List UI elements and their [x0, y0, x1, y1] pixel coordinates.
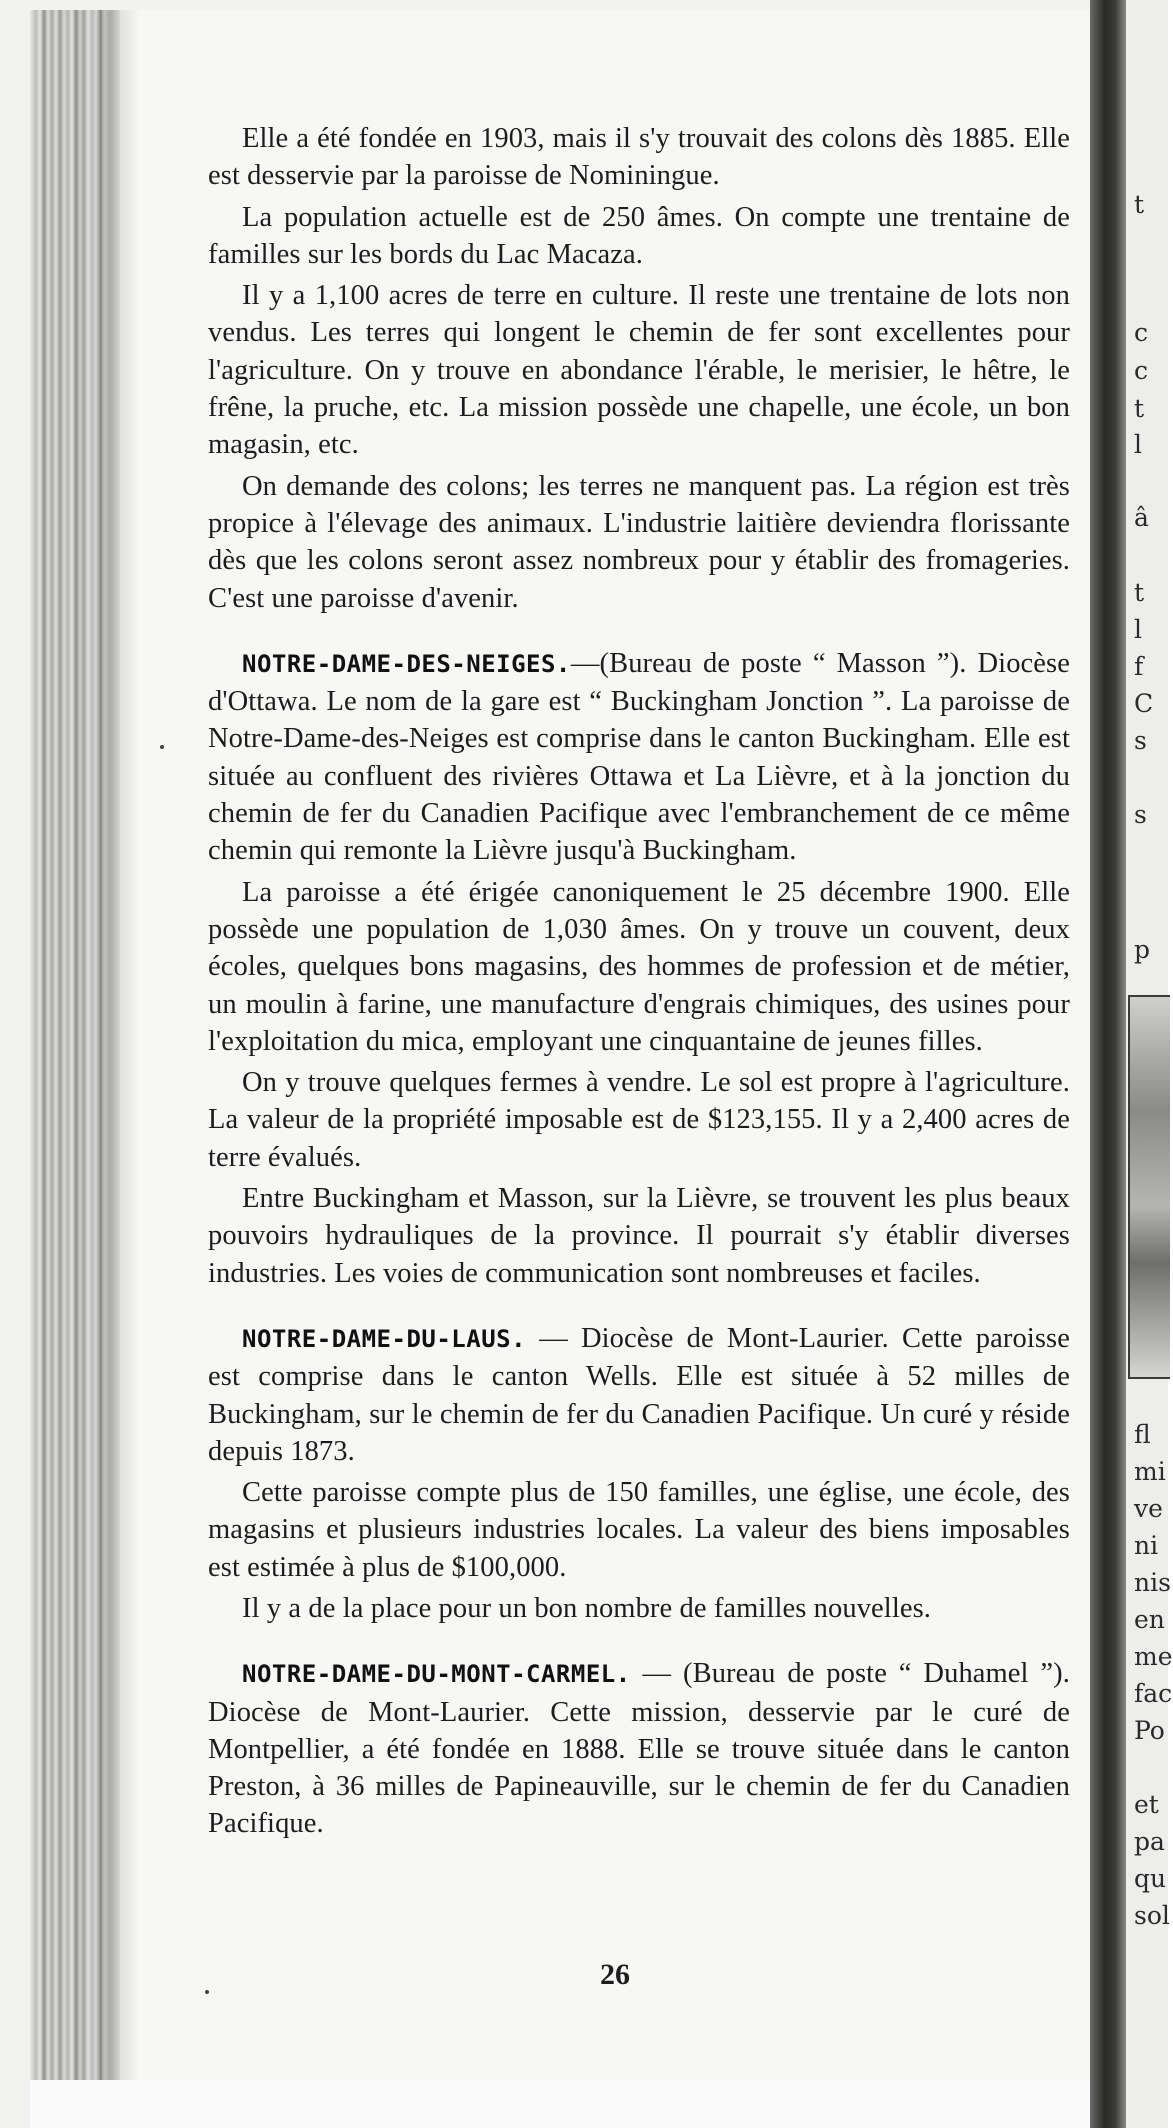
adjacent-fragment: me: [1134, 1642, 1173, 1671]
adjacent-fragment: t: [1134, 190, 1145, 219]
adjacent-photo: [1128, 995, 1170, 1379]
paragraph-text: Cette paroisse compte plus de 150 familles, une église, une école, des magasins et plusieurs industries locales. La valeur des biens imposables est estimée à plus de $100,000.: [208, 1477, 1070, 1583]
adjacent-fragment: C: [1134, 689, 1154, 718]
paragraph: [208, 120, 1070, 195]
adjacent-fragment: â: [1134, 503, 1149, 532]
adjacent-fragment: s: [1134, 726, 1147, 755]
paragraph-text: — Diocèse de Mont-Laurier. Cette paroisse est comprise dans le canton Wells. Elle est située à 52 milles de Buckingham, sur le chemin de fer du Canadien Pacifique. Un curé y réside depuis 1873.: [208, 1322, 1070, 1467]
paragraph: [208, 874, 1070, 1060]
paragraph-text: La paroisse a été érigée canoniquement le 25 décembre 1900. Elle possède une population de 1,030 âmes. On y trouve un couvent, deux écoles, quelques bons magasins, des hommes de profession et de métier, un moulin à farine, une manufacture d'engrais chimiques, des usines pour l'exploitation du mica, employant une cinquantaine de jeunes filles.: [208, 876, 1070, 1057]
paragraph: [208, 1180, 1070, 1292]
page-text: [208, 120, 1070, 1843]
adjacent-fragment: nis: [1134, 1568, 1171, 1597]
paragraph-text: Entre Buckingham et Masson, sur la Lièvre, se trouvent les plus beaux pouvoirs hydrauliques de la province. Il pourrait s'y établir diverses industries. Les voies de communication sont nombreuses et faciles.: [208, 1183, 1070, 1289]
paragraph: [208, 1474, 1070, 1586]
paragraph: [208, 277, 1070, 463]
adjacent-fragment: et: [1134, 1790, 1159, 1819]
paragraph-text: — (Bureau de poste “ Duhamel ”). Diocèse de Mont-Laurier. Cette mission, desservie par le curé de Montpellier, a été fondée en 1888. Elle se trouve située dans le canton Preston, à 36 milles de Papineauville, sur le chemin de fer du Canadien Pacifique.: [208, 1658, 1070, 1840]
paragraph-text: Elle a été fondée en 1903, mais il s'y trouvait des colons dès 1885. Elle est desservie par la paroisse de Nominingue.: [208, 123, 1070, 192]
section-heading: NOTRE-DAME-DES-NEIGES.: [242, 649, 571, 678]
adjacent-fragment: mi: [1134, 1457, 1166, 1486]
adjacent-fragment: ve: [1134, 1494, 1163, 1523]
adjacent-fragment: fl: [1134, 1420, 1151, 1449]
adjacent-fragment: t: [1134, 578, 1145, 607]
adjacent-fragment: c: [1134, 318, 1149, 347]
adjacent-fragment: pa: [1134, 1827, 1165, 1856]
paragraph-text: Il y a de la place pour un bon nombre de familles nouvelles.: [242, 1592, 931, 1624]
adjacent-fragment: c: [1134, 356, 1149, 385]
ink-speck: [205, 1990, 209, 1994]
page-number: 26: [600, 1958, 630, 1991]
paragraph: [208, 468, 1070, 617]
paragraph: [208, 199, 1070, 274]
section-notre-dame-du-laus: [208, 1320, 1070, 1470]
adjacent-fragment: t: [1134, 394, 1145, 423]
section-notre-dame-du-mont-carmel: [208, 1655, 1070, 1842]
section-heading: NOTRE-DAME-DU-LAUS.: [242, 1324, 527, 1353]
adjacent-fragment: s: [1134, 800, 1147, 829]
page-divider: [1090, 0, 1126, 2128]
paragraph-text: On demande des colons; les terres ne manquent pas. La région est très propice à l'élevage des animaux. L'industrie laitière deviendra florissante dès que les colons seront assez nombreux pour y établir des fromageries. C'est une paroisse d'avenir.: [208, 470, 1070, 614]
adjacent-fragment: Po: [1134, 1716, 1165, 1745]
section-notre-dame-des-neiges: [208, 645, 1070, 870]
adjacent-fragment: sol: [1134, 1901, 1170, 1930]
adjacent-fragment: p: [1134, 935, 1151, 964]
paragraph: [208, 1064, 1070, 1176]
paragraph: [208, 1590, 1070, 1627]
adjacent-fragment: qu: [1134, 1864, 1167, 1893]
adjacent-page-edge: [1126, 0, 1173, 2128]
adjacent-fragment: l: [1134, 430, 1142, 459]
ink-speck: [160, 745, 164, 749]
adjacent-fragment: ni: [1134, 1531, 1159, 1560]
paragraph-text: Il y a 1,100 acres de terre en culture. Il reste une trentaine de lots non vendus. Les terres qui longent le chemin de fer sont excellentes pour l'agriculture. On y trouve en abondance l'érable, le merisier, le hêtre, le frêne, la pruche, etc. La mission possède une chapelle, une école, un bon magasin, etc.: [208, 280, 1070, 461]
adjacent-fragment: fac: [1134, 1679, 1173, 1708]
adjacent-fragment: f: [1134, 652, 1144, 681]
adjacent-fragment: l: [1134, 615, 1142, 644]
paragraph-text: La population actuelle est de 250 âmes. On compte une trentaine de familles sur les bords du Lac Macaza.: [208, 201, 1070, 270]
page-bottom-margin: [30, 2080, 1090, 2128]
paragraph-text: On y trouve quelques fermes à vendre. Le sol est propre à l'agriculture. La valeur de la propriété imposable est de $123,155. Il y a 2,400 acres de terre évalués.: [208, 1067, 1070, 1173]
adjacent-fragment: en: [1134, 1605, 1165, 1634]
gutter-shadow: [100, 10, 140, 2080]
paragraph-text: —(Bureau de poste “ Masson ”). Diocèse d'Ottawa. Le nom de la gare est “ Buckingham Jonction ”. La paroisse de Notre-Dame-des-Neiges est comprise dans le canton Buckingham. Elle est située au confluent des rivières Ottawa et La Lièvre, et à la jonction du chemin de fer du Canadien Pacifique avec l'embranchement de ce même chemin qui remonte la Lièvre jusqu'à Buckingham.: [208, 647, 1070, 867]
section-heading: NOTRE-DAME-DU-MONT-CARMEL.: [242, 1660, 631, 1689]
